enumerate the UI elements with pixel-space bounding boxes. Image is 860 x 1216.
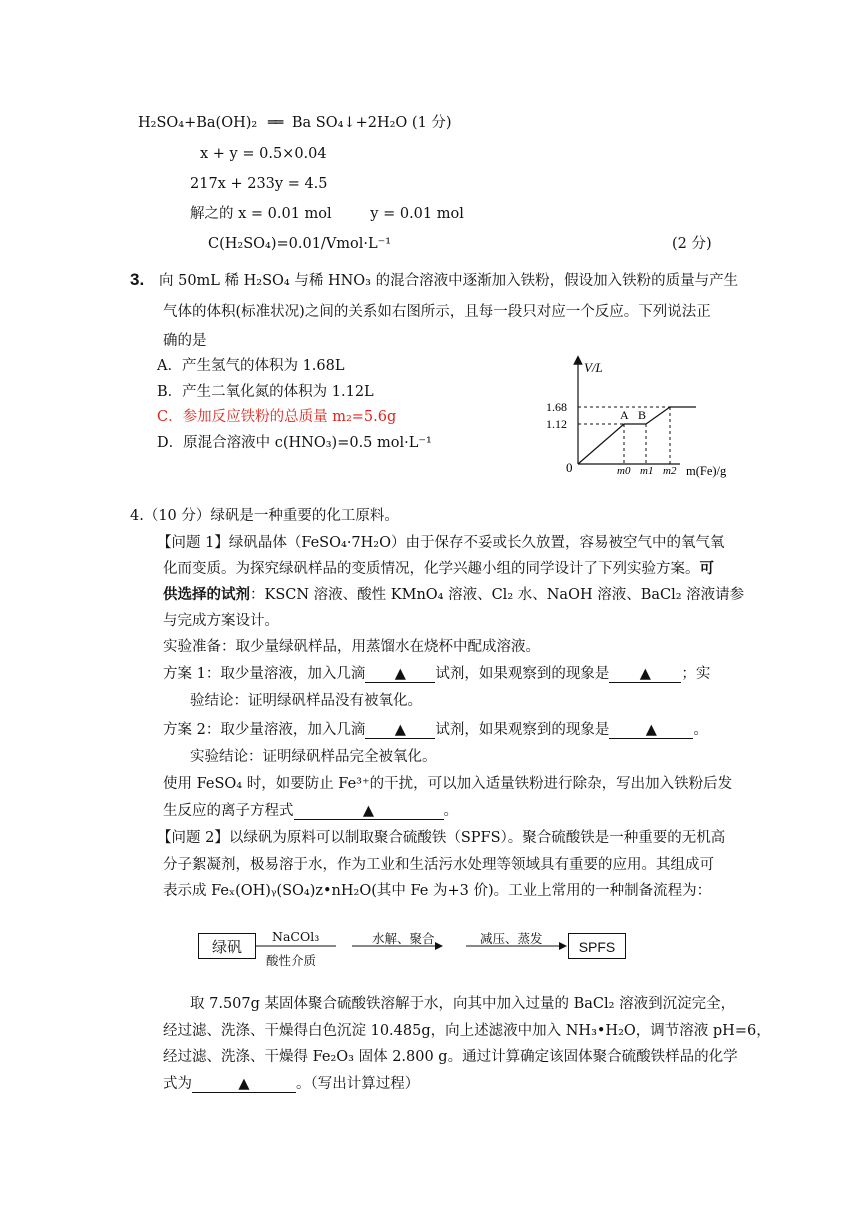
solution-y: y = 0.01 mol (370, 206, 464, 222)
q4-p1-line-2-bold: 可 (699, 560, 714, 577)
q3-stem-line-3: 确的是 (163, 333, 207, 349)
equation-line-4 (190, 204, 464, 224)
q4-reagents-label: 供选择的试剂 (163, 586, 250, 603)
plan-1-reagent-blank[interactable]: ▲ (365, 666, 435, 683)
y-tick-1-68: 1.68 (546, 400, 567, 414)
q4-p1-line-2 (163, 559, 714, 579)
flow-end-box: SPFS (568, 933, 626, 959)
x-tick-m2: m2 (663, 465, 677, 477)
q3-option-b: B．产生二氧化氮的体积为 1.12L (157, 384, 374, 400)
q4-header: 4.（10 分）绿矾是一种重要的化工原料。 (130, 508, 399, 524)
plan-2-text-c: 。 (693, 722, 708, 738)
q4-fe-line-1: 使用 FeSO₄ 时，如要防止 Fe³⁺的干扰，可以加入适量铁粉进行除杂，写出加入铁粉后发 (163, 776, 733, 792)
equation-line-2: x + y = 0.5×0.04 (200, 146, 327, 162)
solution-x: 解之的 x = 0.01 mol (190, 206, 332, 222)
fe-line-2-text: 生反应的离子方程式 (163, 803, 294, 819)
plan-2-phenomenon-blank[interactable]: ▲ (609, 722, 693, 739)
q4-p2-line-2: 分子絮凝剂，极易溶于水，作为工业和生活污水处理等领域具有重要的应用。其组成可 (163, 857, 714, 873)
q4-calc-line-3: 经过滤、洗涤、干燥得 Fe₂O₃ 固体 2.800 g。通过计算确定该固体聚合硫酸铁样品的化学 (163, 1049, 738, 1065)
q4-reagents-list: ：KSCN 溶液、酸性 KMnO₄ 溶液、Cl₂ 水、NaOH 溶液、BaCl₂ 溶液请参 (250, 587, 745, 603)
flow-step-3-top: 减压、蒸发 (480, 931, 543, 946)
plan-2-reagent-blank[interactable]: ▲ (365, 722, 435, 739)
ion-equation-blank[interactable]: ▲ (294, 803, 444, 820)
q3-stem-line-2: 气体的体积(标准状况)之间的关系如右图所示，且每一段只对应一个反应。下列说法正 (163, 304, 711, 320)
q4-calc-line-1: 取 7.507g 某固体聚合硫酸铁溶解于水，向其中加入过量的 BaCl₂ 溶液到沉淀完全， (190, 996, 736, 1012)
flow-step-2-top: 水解、聚合 (372, 931, 435, 946)
y-tick-1-12: 1.12 (546, 417, 567, 431)
x-tick-m1: m1 (640, 465, 654, 477)
formula-blank[interactable]: ▲ (192, 1076, 296, 1093)
equation-line-1 (138, 113, 452, 133)
q4-prep: 实验准备：取少量绿矾样品，用蒸馏水在烧杯中配成溶液。 (163, 639, 540, 655)
equation-line-5: C(H₂SO₄)=0.01/Vmol·L⁻¹ (208, 236, 392, 252)
plan-1-phenomenon-blank[interactable]: ▲ (609, 666, 681, 683)
q3-option-a: A．产生氢气的体积为 1.68L (157, 358, 345, 374)
volume-curve (578, 407, 696, 464)
point-b-label: B (638, 408, 647, 422)
point-a-label: A (620, 408, 629, 422)
q3-option-c: C．参加反应铁粉的总质量 m₂=5.6g (157, 409, 397, 425)
plan-1-text-c: ；实 (681, 666, 711, 682)
q4-calc-line-2: 经过滤、洗涤、干燥得白色沉淀 10.485g，向上述滤液中加入 NH₃•H₂O，调节溶液 pH=6， (163, 1023, 771, 1039)
plan-1-text-b: 试剂，如果观察到的现象是 (435, 666, 610, 682)
q4-plan-1-conclusion: 验结论：证明绿矾样品没有被氧化。 (190, 693, 422, 709)
equation-arrow: ══ (267, 115, 282, 131)
q4-p1-line-4: 与完成方案设计。 (163, 613, 279, 629)
q4-plan-1 (163, 664, 710, 684)
q4-p1-line-3 (163, 585, 744, 605)
equation-left: H₂SO₄+Ba(OH)₂ (138, 115, 258, 131)
q4-p1-line-2-text: 化而变质。为探究绿矾样品的变质情况，化学兴趣小组的同学设计了下列实验方案。 (163, 561, 700, 577)
y-axis-label: V/L (584, 360, 603, 375)
equation-line-3: 217x + 233y = 4.5 (190, 176, 328, 192)
q3-number-label: 3. (130, 270, 145, 289)
q4-calc-line-4 (163, 1074, 419, 1094)
plan-1-text-a: 方案 1：取少量溶液，加入几滴 (163, 666, 366, 682)
calc-line-4-end: 。（写出计算过程） (296, 1076, 420, 1092)
flow-start-box: 绿矾 (198, 933, 256, 959)
q3-option-d: D．原混合溶液中 c(HNO₃)=0.5 mol·L⁻¹ (157, 435, 432, 451)
q3-stem-line-1: 向 50mL 稀 H₂SO₄ 与稀 HNO₃ 的混合溶液中逐渐加入铁粉，假设加入铁粉的质量与产生 (159, 273, 739, 289)
q4-fe-line-2 (163, 801, 458, 821)
origin-label: 0 (566, 460, 573, 475)
score-label: (2 分) (672, 236, 712, 252)
flow-step-1-top: NaCOl₃ (272, 929, 320, 944)
plan-2-text-b: 试剂，如果观察到的现象是 (435, 722, 610, 738)
q3-graph (540, 352, 740, 482)
q4-p1-line-1: 【问题 1】绿矾晶体（FeSO₄·7H₂O）由于保存不妥或长久放置，容易被空气中的氧气氧 (157, 535, 725, 551)
x-tick-m0: m0 (617, 465, 631, 477)
fe-line-2-end: 。 (443, 803, 458, 819)
calc-line-4-text: 式为 (163, 1076, 192, 1092)
plan-2-text-a: 方案 2：取少量溶液，加入几滴 (163, 722, 366, 738)
flow-step-1-bottom: 酸性介质 (266, 953, 317, 968)
x-axis-label: m(Fe)/g (686, 464, 727, 478)
q4-p2-line-1: 【问题 2】以绿矾为原料可以制取聚合硫酸铁（SPFS）。聚合硫酸铁是一种重要的无机高 (157, 830, 726, 846)
q4-plan-2 (163, 720, 708, 740)
q4-p2-line-3: 表示成 Feₓ(OH)ᵧ(SO₄)z•nH₂O(其中 Fe 为+3 价)。工业上常用的一种制备流程为： (163, 883, 712, 899)
equation-right: Ba SO₄↓+2H₂O (1 分) (291, 115, 452, 131)
q4-plan-2-conclusion: 实验结论：证明绿矾样品完全被氧化。 (190, 749, 437, 765)
